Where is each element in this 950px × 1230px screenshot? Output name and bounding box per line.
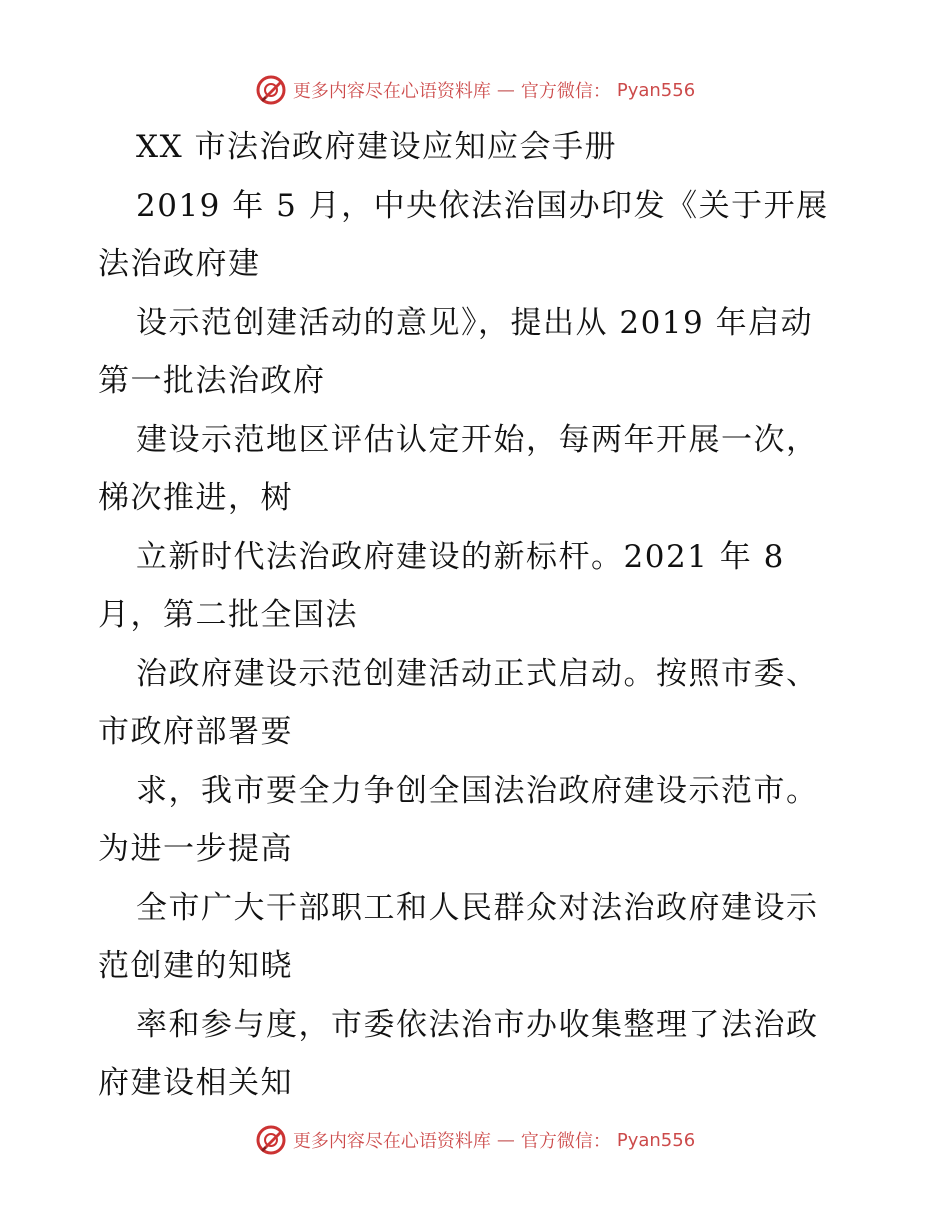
text-line: 治政府建设示范创建活动正式启动。按照市委、 [136,655,819,692]
text-line: 2019 年 5 月，中央依法治国办印发《关于开展 [136,187,829,224]
wechat-label: 官方微信： [520,81,611,102]
watermark-brand [255,74,695,106]
wechat-id: Pyan556 [616,79,696,101]
text-line: 法治政府建 [98,246,261,282]
text-line: 梯次推进，树 [98,480,293,516]
watermark-text: 更多内容尽在心语资料库 [292,1131,491,1152]
wechat-id: Pyan556 [616,1129,696,1151]
text-line: 第一批法治政府 [98,363,326,399]
brand-logo-icon [255,74,287,106]
document-title: XX 市法治政府建设应知应会手册 [136,129,617,165]
text-line: 求，我市要全力争创全国法治政府建设示范市。 [136,772,819,809]
text-line: 率和参与度，市委依法治市办收集整理了法治政 [136,1006,819,1043]
wechat-label: 官方微信： [520,1131,611,1152]
page-footer [0,1120,950,1160]
text-line: 范创建的知晓 [98,948,293,984]
text-line: 全市广大干部职工和人民群众对法治政府建设示 [136,889,819,926]
watermark-separator: — [496,1129,515,1151]
document-body [98,118,858,1113]
text-line: 建设示范地区评估认定开始，每两年开展一次， [136,421,819,458]
watermark-separator: — [496,79,515,101]
text-line: 府建设相关知 [98,1065,293,1101]
text-line: 设示范创建活动的意见》，提出从 2019 年启动 [136,304,814,341]
watermark-brand [255,1124,695,1156]
text-line: 立新时代法治政府建设的新标杆。2021 年 8 [136,538,785,575]
brand-logo-icon [255,1124,287,1156]
page-header [0,70,950,110]
text-line: 月，第二批全国法 [98,597,358,633]
text-line: 市政府部署要 [98,714,293,750]
watermark-text: 更多内容尽在心语资料库 [292,81,491,102]
text-line: 为进一步提高 [98,831,293,867]
